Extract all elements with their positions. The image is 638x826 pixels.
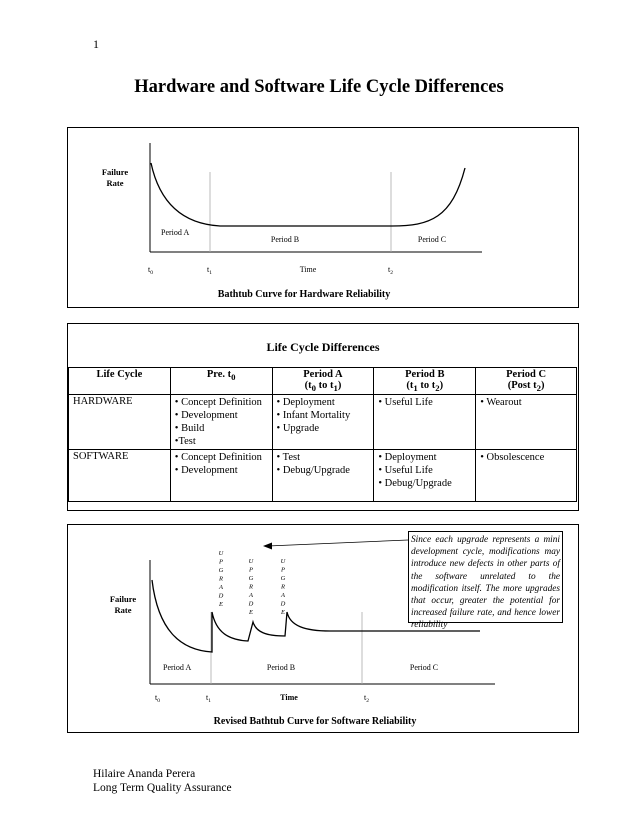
footer-author: Hilaire Ananda Perera [93,768,196,780]
upgrade-label-text: U P G R A D E [218,550,224,608]
sw-t1: $t_1$ [206,693,211,704]
header-life-cycle: Life Cycle [69,368,171,395]
upgrade-label-text: U P G R A D E [280,558,286,616]
list-item: • Development [174,465,238,477]
list-item: • Deployment [378,452,437,464]
row-label: HARDWARE [69,395,171,450]
upgrade-note: Since each upgrade represents a mini development cycle, modifications may introduce new defects in other parts of the software unrelated to the modification itself. The more upgrades that occur, greater the potential for increased failure rate, and hence lower reliability [408,531,563,623]
hw-t2: $t_2$ [388,265,393,276]
note-arrow-line [268,540,408,546]
list-item: • Obsolescence [480,452,545,464]
upgrade-label-1 [218,550,225,608]
header-period-a: Period A ($t_0$ to $t_1$) [272,368,374,395]
list-item: • Concept Definition [174,397,262,409]
sw-xlabel: Time [280,693,298,702]
header-period-b: Period B ($t_1$ to $t_2$) [374,368,476,395]
header-period-c: Period C (Post $t_2$) [476,368,577,395]
list-item: • Useful Life [378,465,433,477]
list-item: • Debug/Upgrade [378,478,452,490]
hw-period-c: Period C [417,235,447,244]
footer [93,767,232,795]
hw-t1: $t_1$ [207,265,212,276]
hw-ylabel-2: Rate [106,178,124,188]
hw-caption: Bathtub Curve for Hardware Reliability [217,289,391,300]
sw-period-a: Period A [163,663,192,672]
footer-department: Long Term Quality Assurance [93,782,232,794]
sw-t0: $t_0$ [155,693,160,704]
hw-xlabel: Time [299,265,317,274]
note-arrow-head [263,543,272,550]
header-pre-t0: Pre. $t_0$ [170,368,272,395]
list-item: • Development [174,410,238,422]
list-item: • Infant Mortality [276,410,351,422]
list-item: • Build [174,423,205,435]
page-title: Hardware and Software Life Cycle Differences [134,77,504,97]
list-item: • Debug/Upgrade [276,465,350,477]
sw-period-b: Period B [266,663,296,672]
list-item: • Upgrade [276,423,319,435]
sw-caption: Revised Bathtub Curve for Software Reliability [213,716,417,727]
sw-ylabel-2: Rate [114,605,132,615]
row-label: SOFTWARE [69,450,171,502]
hw-ylabel-1: Failure [101,167,129,177]
list-item: •Test [174,436,196,448]
list-item: • Wearout [480,397,522,409]
hw-period-b: Period B [270,235,300,244]
sw-period-c: Period C [409,663,439,672]
sw-t2: $t_2$ [364,693,369,704]
list-item: • Useful Life [378,397,433,409]
hw-t0: $t_0$ [148,265,153,276]
upgrade-label-text: U P G R A D E [248,558,254,616]
table-title: Life Cycle Differences [266,340,380,354]
list-item: • Test [276,452,301,464]
hw-period-a: Period A [161,228,190,237]
upgrade-label-2 [248,558,255,616]
sw-ylabel-1: Failure [109,594,137,604]
list-item: • Concept Definition [174,452,262,464]
list-item: • Deployment [276,397,335,409]
upgrade-label-3 [280,558,287,616]
page-number: 1 [93,37,99,51]
